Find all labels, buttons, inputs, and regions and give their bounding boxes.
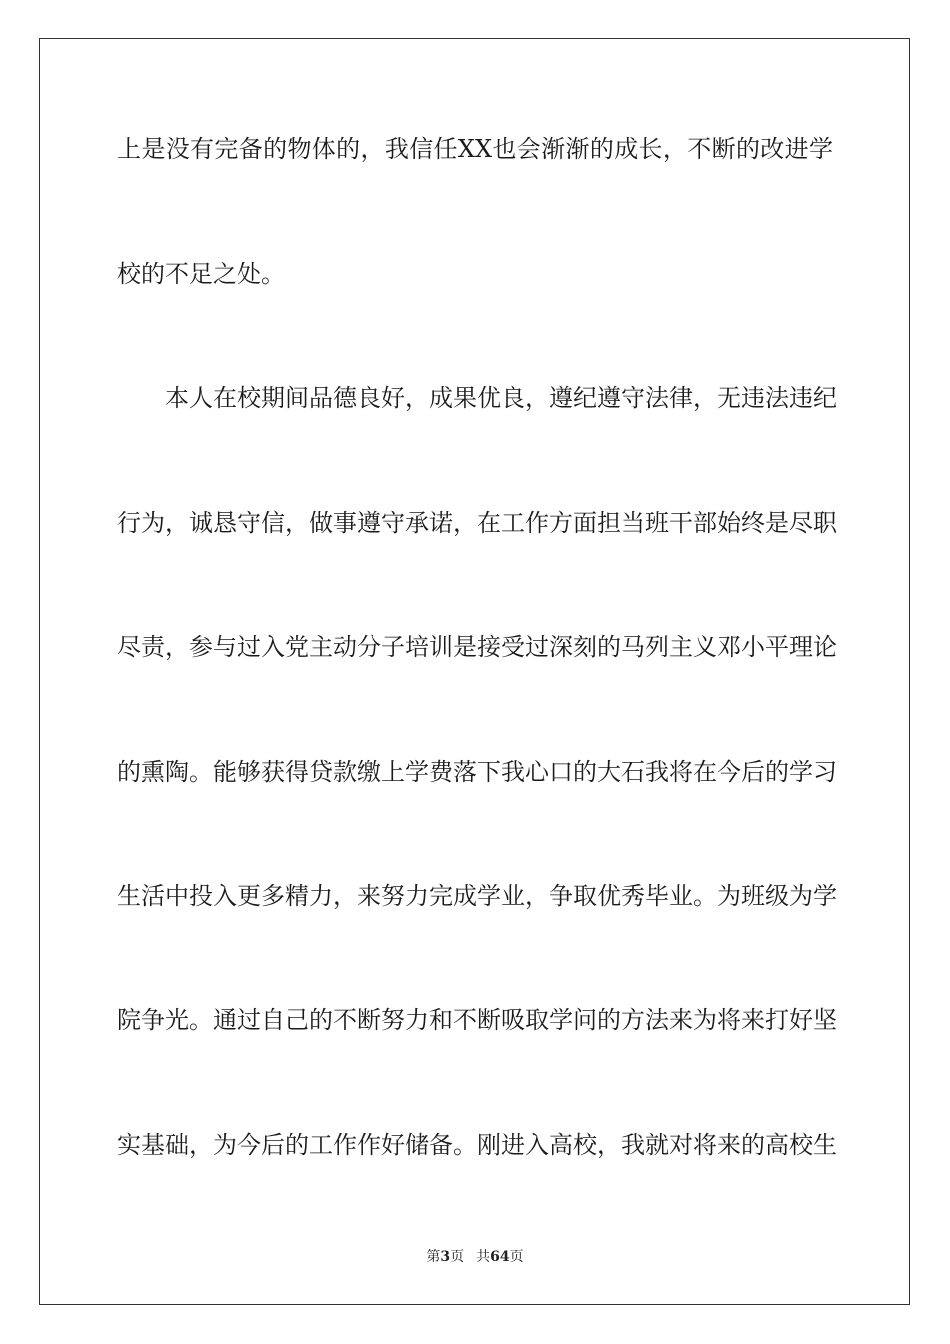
page-label-prefix: 第 (426, 1249, 441, 1265)
paragraph-first-line: 本人在校期间品德良好，成果优良，遵纪遵守法律，无违法违纪 (117, 384, 837, 412)
text-line: 的熏陶。能够获得贷款缴上学费落下我心口的大石我将在今后的学习 (117, 758, 837, 786)
text-line: 尽责，参与过入党主动分子培训是接受过深刻的马列主义邓小平理论 (117, 633, 837, 661)
page-number: 3 (440, 1249, 451, 1265)
text-line: 生活中投入更多精力，来努力完成学业，争取优秀毕业。为班级为学 (117, 882, 837, 910)
text-line: 院争光。通过自己的不断努力和不断吸取学问的方法来为将来打好坚 (117, 1006, 837, 1034)
page-border (39, 38, 910, 1305)
text-line: 实基础，为今后的工作作好储备。刚进入高校，我就对将来的高校生 (117, 1131, 837, 1159)
total-label-prefix: 共 (476, 1249, 491, 1265)
total-pages: 64 (490, 1249, 510, 1265)
page-label-suffix: 页 (450, 1249, 465, 1265)
text-line: 行为，诚恳守信，做事遵守承诺，在工作方面担当班干部始终是尽职 (117, 509, 837, 537)
text-line: 校的不足之处。 (117, 260, 285, 288)
total-label-suffix: 页 (509, 1249, 524, 1265)
page-footer (0, 1247, 950, 1267)
text-line: 上是没有完备的物体的，我信任XX也会渐渐的成长，不断的改进学 (117, 135, 833, 163)
